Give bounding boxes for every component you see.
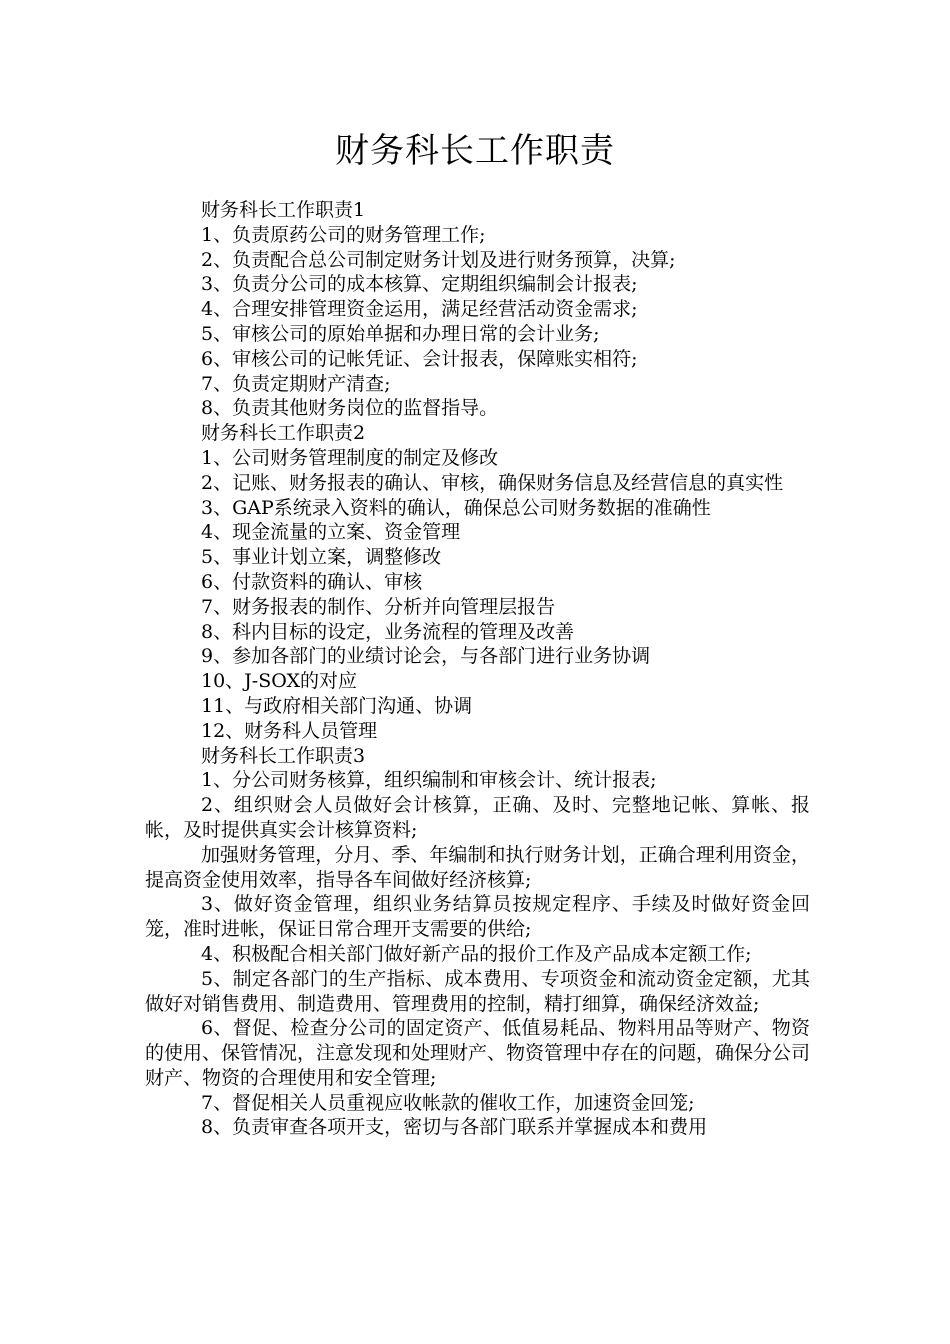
- document-body: [145, 198, 810, 1140]
- paragraph: 6、督促、检查分公司的固定资产、低值易耗品、物料用品等财产、物资的使用、保管情况，注意发现和处理财产、物资管理中存在的问题，确保分公司财产、物资的合理使用和安全管理;: [145, 1017, 811, 1089]
- paragraph: 8、负责审查各项开支，密切与各部门联系并掌握成本和费用: [201, 1116, 708, 1139]
- paragraph: 1、分公司财务核算，组织编制和审核会计、统计报表;: [201, 769, 657, 792]
- paragraph: 4、合理安排管理资金运用，满足经营活动资金需求;: [201, 298, 638, 321]
- paragraph: 3、做好资金管理，组织业务结算员按规定程序、手续及时做好资金回笼，准时进帐，保证日常合理开支需要的供给;: [145, 893, 810, 941]
- paragraph: 7、负责定期财产清查;: [201, 372, 391, 395]
- paragraph: 5、审核公司的原始单据和办理日常的会计业务;: [201, 322, 600, 345]
- paragraph: 3、负责分公司的成本核算、定期组织编制会计报表;: [201, 273, 638, 296]
- paragraph: 8、负责其他财务岗位的监督指导。: [201, 397, 499, 420]
- paragraph: 5、事业计划立案，调整修改: [201, 546, 442, 569]
- paragraph: 7、财务报表的制作、分析并向管理层报告: [201, 595, 556, 618]
- paragraph: 3、GAP系统录入资料的确认，确保总公司财务数据的准确性: [201, 496, 711, 519]
- section-heading-3: 财务科长工作职责3: [201, 744, 366, 767]
- paragraph: 4、现金流量的立案、资金管理: [201, 521, 461, 544]
- paragraph: 8、科内目标的设定，业务流程的管理及改善: [201, 620, 575, 643]
- paragraph: 7、督促相关人员重视应收帐款的催收工作，加速资金回笼;: [201, 1091, 695, 1114]
- paragraph: 2、记账、财务报表的确认、审核，确保财务信息及经营信息的真实性: [201, 471, 784, 494]
- paragraph: 6、付款资料的确认、审核: [201, 570, 423, 593]
- paragraph: 11、与政府相关部门沟通、协调: [201, 694, 473, 717]
- paragraph: 9、参加各部门的业绩讨论会，与各部门进行业务协调: [201, 645, 651, 668]
- paragraph: 加强财务管理，分月、季、年编制和执行财务计划，正确合理利用资金，提高资金使用效率，指导各车间做好经济核算;: [145, 843, 810, 891]
- paragraph: 2、负责配合总公司制定财务计划及进行财务预算，决算;: [201, 248, 676, 271]
- section-heading-1: 财务科长工作职责1: [201, 199, 366, 221]
- paragraph: 10、J-SOX的对应: [201, 670, 357, 693]
- paragraph: 6、审核公司的记帐凭证、会计报表，保障账实相符;: [201, 347, 638, 370]
- paragraph: 1、公司财务管理制度的制定及修改: [201, 446, 499, 469]
- paragraph: 2、组织财会人员做好会计核算，正确、及时、完整地记帐、算帐、报帐，及时提供真实会计核算资料;: [145, 794, 810, 841]
- paragraph: 1、负责原药公司的财务管理工作;: [201, 223, 486, 246]
- paragraph: 4、积极配合相关部门做好新产品的报价工作及产品成本定额工作;: [201, 942, 752, 965]
- paragraph: 12、财务科人员管理: [201, 719, 378, 742]
- section-heading-2: 财务科长工作职责2: [201, 422, 366, 445]
- document-title: 财务科长工作职责: [335, 131, 615, 171]
- paragraph: 5、制定各部门的生产指标、成本费用、专项资金和流动资金定额，尤其做好对销售费用、制造费用、管理费用的控制，精打细算，确保经济效益;: [145, 967, 810, 1015]
